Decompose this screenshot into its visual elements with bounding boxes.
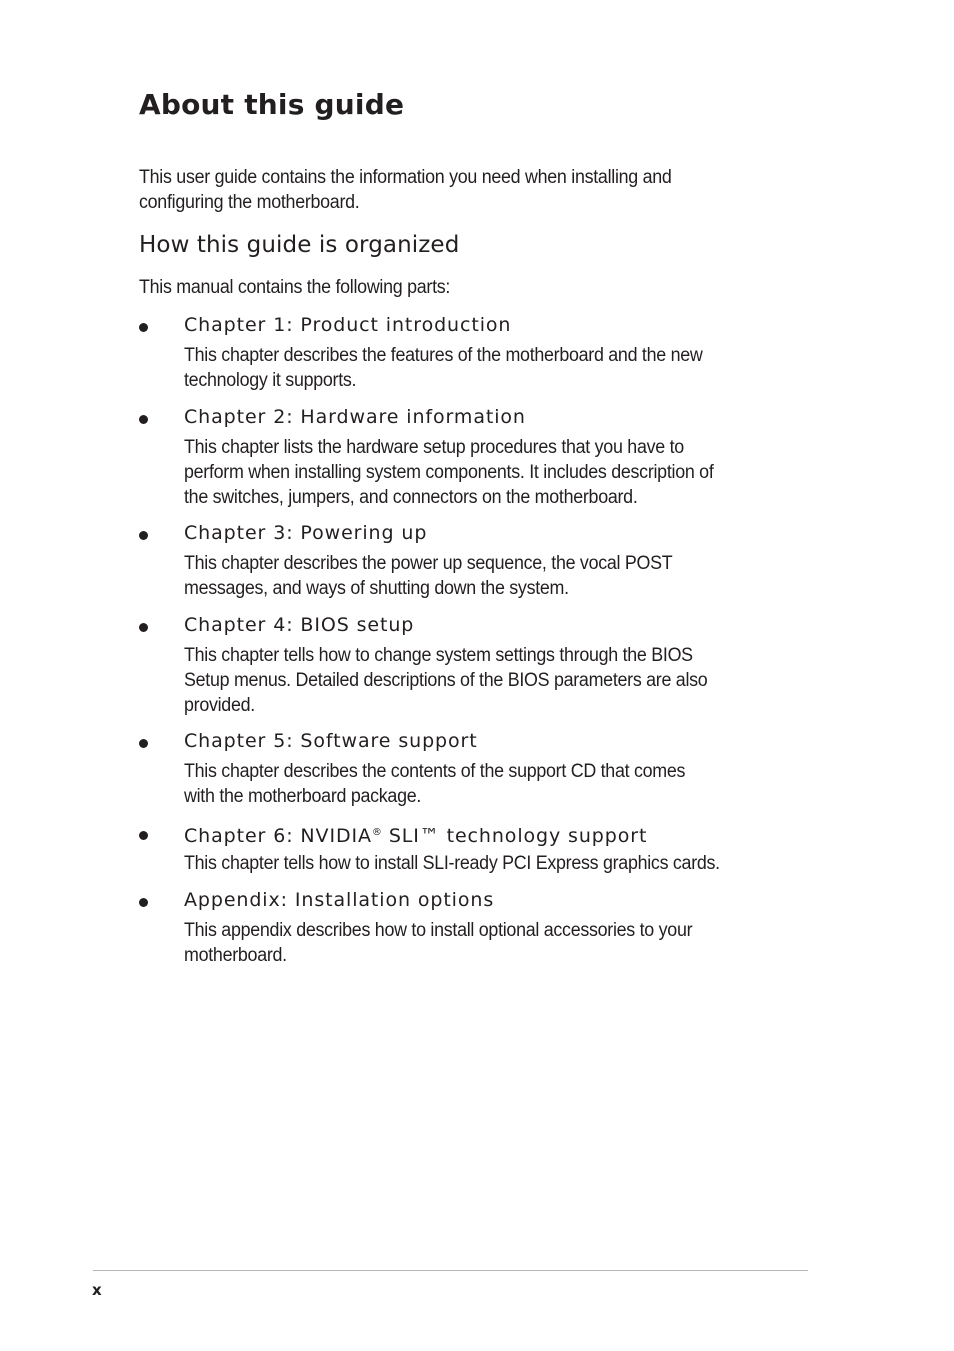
chapter-description <box>184 643 707 718</box>
chapter-title: Chapter 2: Hardware information <box>184 406 526 428</box>
chapter-description <box>184 918 692 968</box>
description-line: This appendix describes how to install optional accessories to your <box>184 920 693 941</box>
bullet-icon <box>139 739 148 748</box>
description-line: This chapter lists the hardware setup procedures that you have to <box>184 437 684 458</box>
registered-mark: ® <box>371 827 382 838</box>
chapter-title-part: SLI™ technology support <box>381 825 648 847</box>
section-lead-text: This manual contains the following parts: <box>139 277 451 298</box>
description-line: perform when installing system components. It includes description of <box>184 462 714 483</box>
chapter-description <box>184 435 714 510</box>
description-line: messages, and ways of shutting down the system. <box>184 578 569 599</box>
chapter-description <box>184 343 702 393</box>
description-line: with the motherboard package. <box>184 786 422 807</box>
intro-line: configuring the motherboard. <box>139 192 360 213</box>
footer-divider <box>93 1270 808 1271</box>
chapter-title: Chapter 5: Software support <box>184 730 478 752</box>
page-number: x <box>92 1281 102 1299</box>
chapter-title: Chapter 4: BIOS setup <box>184 614 415 636</box>
bullet-icon <box>139 623 148 632</box>
chapter-description <box>184 851 720 876</box>
bullet-icon <box>139 898 148 907</box>
description-line: motherboard. <box>184 945 287 966</box>
description-line: This chapter describes the contents of the support CD that comes <box>184 761 686 782</box>
description-line: This chapter describes the features of the motherboard and the new <box>184 345 703 366</box>
description-line: Setup menus. Detailed descriptions of the BIOS parameters are also <box>184 670 708 691</box>
chapter-description <box>184 759 685 809</box>
description-line: This chapter describes the power up sequence, the vocal POST <box>184 553 673 574</box>
intro-line: This user guide contains the information you need when installing and <box>139 167 672 188</box>
bullet-icon <box>139 531 148 540</box>
intro-paragraph <box>139 165 672 215</box>
chapter-title: Chapter 3: Powering up <box>184 522 428 544</box>
description-line: This chapter tells how to change system settings through the BIOS <box>184 645 693 666</box>
chapter-title <box>184 821 647 848</box>
bullet-icon <box>139 323 148 332</box>
description-line: This chapter tells how to install SLI-ready PCI Express graphics cards. <box>184 853 720 874</box>
chapter-title: Chapter 1: Product introduction <box>184 314 512 336</box>
chapter-title: Appendix: Installation options <box>184 889 495 911</box>
description-line: provided. <box>184 695 255 716</box>
description-line: technology it supports. <box>184 370 357 391</box>
chapter-description <box>184 551 672 601</box>
chapter-title-part: Chapter 6: NVIDIA <box>184 825 372 847</box>
bullet-icon <box>139 831 148 840</box>
page-title: About this guide <box>139 88 405 121</box>
description-line: the switches, jumpers, and connectors on the motherboard. <box>184 487 638 508</box>
section-heading: How this guide is organized <box>139 232 460 258</box>
bullet-icon <box>139 415 148 424</box>
